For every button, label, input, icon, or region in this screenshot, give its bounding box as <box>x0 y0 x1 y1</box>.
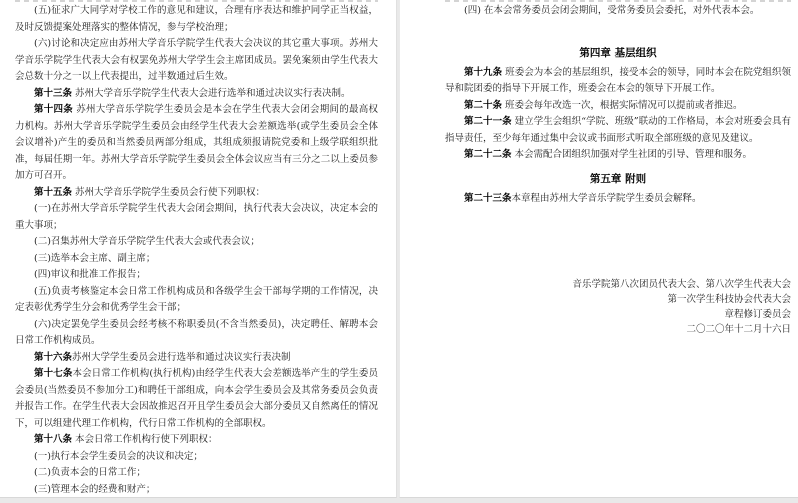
article-paragraph: (五)征求广大同学对学校工作的意见和建议，合理有序表达和维护同学正当权益，及时反馈提案处理落实的整体情况，参与学校治理； <box>15 5 378 33</box>
article-paragraph: 第十六条苏州大学学生委员会进行选举和通过决议实行表决制 <box>34 351 291 363</box>
article-paragraph: 第二十三条本章程由苏州大学音乐学院学生委员会解释。 <box>464 192 702 204</box>
article-number: 第二十二条 <box>464 149 512 160</box>
page-left-text-column <box>15 3 378 498</box>
article-paragraph: (一)执行本会学生委员会的决议和决定； <box>34 450 203 462</box>
article-number: 第十四条 <box>34 104 73 115</box>
article-paragraph: 第十五条 苏州大学音乐学院学生委员会行使下列职权： <box>34 186 266 198</box>
article-number: 第十七条 <box>34 368 73 379</box>
article-paragraph: 第二十一条 建立学生会组织“学院、班级”联动的工作格局，本会对班委会具有指导责任，至少每年通过集中会议或书面形式听取全部班级的意见及建议。 <box>445 116 791 144</box>
article-paragraph: (一)在苏州大学音乐学院学生代表大会闭会期间，执行代表大会决议，决定本会的重大事项； <box>15 203 378 231</box>
signature-line: 二〇二〇年十二月十六日 <box>686 324 791 335</box>
article-paragraph: (六)决定罢免学生委员会经考核不称职委员(不含当然委员)，决定聘任、解聘本会日常工作机构成员。 <box>15 318 378 346</box>
article-paragraph: (二)负责本会的日常工作； <box>34 467 146 478</box>
document-page-left <box>0 0 397 498</box>
article-paragraph: (四)审议和批准工作报告； <box>34 269 146 280</box>
article-paragraph: 第二十二条 本会需配合团组织加强对学生社团的引导、管理和服务。 <box>464 149 753 160</box>
article-number: 第十九条 <box>464 66 503 78</box>
article-paragraph: 第十七条本会日常工作机构(执行机构)由经学生代表大会差额选举产生的学生委员会委员(当然委员不参加分工)和聘任干部组成，向本会学生委员会及其常务委员会负责并报告工作。在学生代表大会因故推迟召开且学生委员会大部分委员又自然离任的情况下，可以组建代理工作机构，代行日常工作机构的全部职权。 <box>15 368 378 429</box>
article-paragraph: (三)选举本会主席、副主席； <box>34 252 156 264</box>
article-paragraph: 第二十条 班委会每年改选一次，根据实际情况可以提前或者推迟。 <box>464 99 743 111</box>
article-number: 第十五条 <box>34 186 73 198</box>
article-paragraph: (六)讨论和决定应由苏州大学音乐学院学生代表大会决议的其它重大事项。苏州大学音乐学院学生代表大会有权罢免苏州大学学生会主席团成员。罢免案须由学生代表大会总数十分之一以上代表提出，过半数通过后生效。 <box>15 38 378 82</box>
article-paragraph: (三)管理本会的经费和财产； <box>34 483 156 495</box>
blank-line-spacer <box>445 20 791 38</box>
article-number: 第十八条 <box>34 434 73 445</box>
article-number: 第二十条 <box>464 99 503 111</box>
signature-line: 音乐学院第八次团员代表大会、第八次学生代表大会 <box>572 279 791 290</box>
cut-off-text-remnant <box>445 0 791 2</box>
document-page-right <box>399 0 798 498</box>
article-paragraph: (四) 在本会常务委员会闭会期间，受常务委员会委托，对外代表本会。 <box>464 5 760 16</box>
cut-off-text-remnant <box>15 0 378 2</box>
article-number: 第二十一条 <box>464 116 512 127</box>
article-paragraph: 第十九条 班委会为本会的基层组织，接受本会的领导，同时本会在院党组织领导和院团委的指导下开展工作，班委会在本会的领导下开展工作。 <box>445 66 791 94</box>
article-paragraph: (二)召集苏州大学音乐学院学生代表大会或代表会议； <box>34 236 260 247</box>
chapter-heading: 第五章 附则 <box>589 172 647 185</box>
article-paragraph: 第十三条 苏州大学音乐学院学生代表大会进行选举和通过决议实行表决制。 <box>34 87 351 99</box>
signature-block <box>445 277 791 337</box>
article-paragraph: (五)负责考核鉴定本会日常工作机构成员和各级学生会干部每学期的工作情况，决定表彰优秀学生分会和优秀学生会干部； <box>15 285 378 313</box>
article-number: 第十六条 <box>34 351 73 363</box>
article-paragraph: 第十四条 苏州大学音乐学院学生委员会是本会在学生代表大会闭会期间的最高权力机构。苏州大学音乐学院学生委员会由经学生代表大会差额选举(或学生委员会全体会议增补)产生的委员和当然委员两部分组成，其组成须报请院党委和上级学联组织批准，每届任期一年。苏州大学音乐学院学生委员会全体会议应当有三分之二以上委员参加方可召开。 <box>15 104 378 181</box>
page-right-text-column <box>445 3 791 337</box>
article-number: 第二十三条 <box>464 192 512 204</box>
signature-line: 章程修订委员会 <box>724 309 791 320</box>
article-paragraph: 第十八条 本会日常工作机构行使下列职权： <box>34 434 218 445</box>
signature-line: 第一次学生科技协会代表大会 <box>667 294 791 305</box>
article-number: 第十三条 <box>34 87 73 99</box>
chapter-heading: 第四章 基层组织 <box>579 46 657 59</box>
